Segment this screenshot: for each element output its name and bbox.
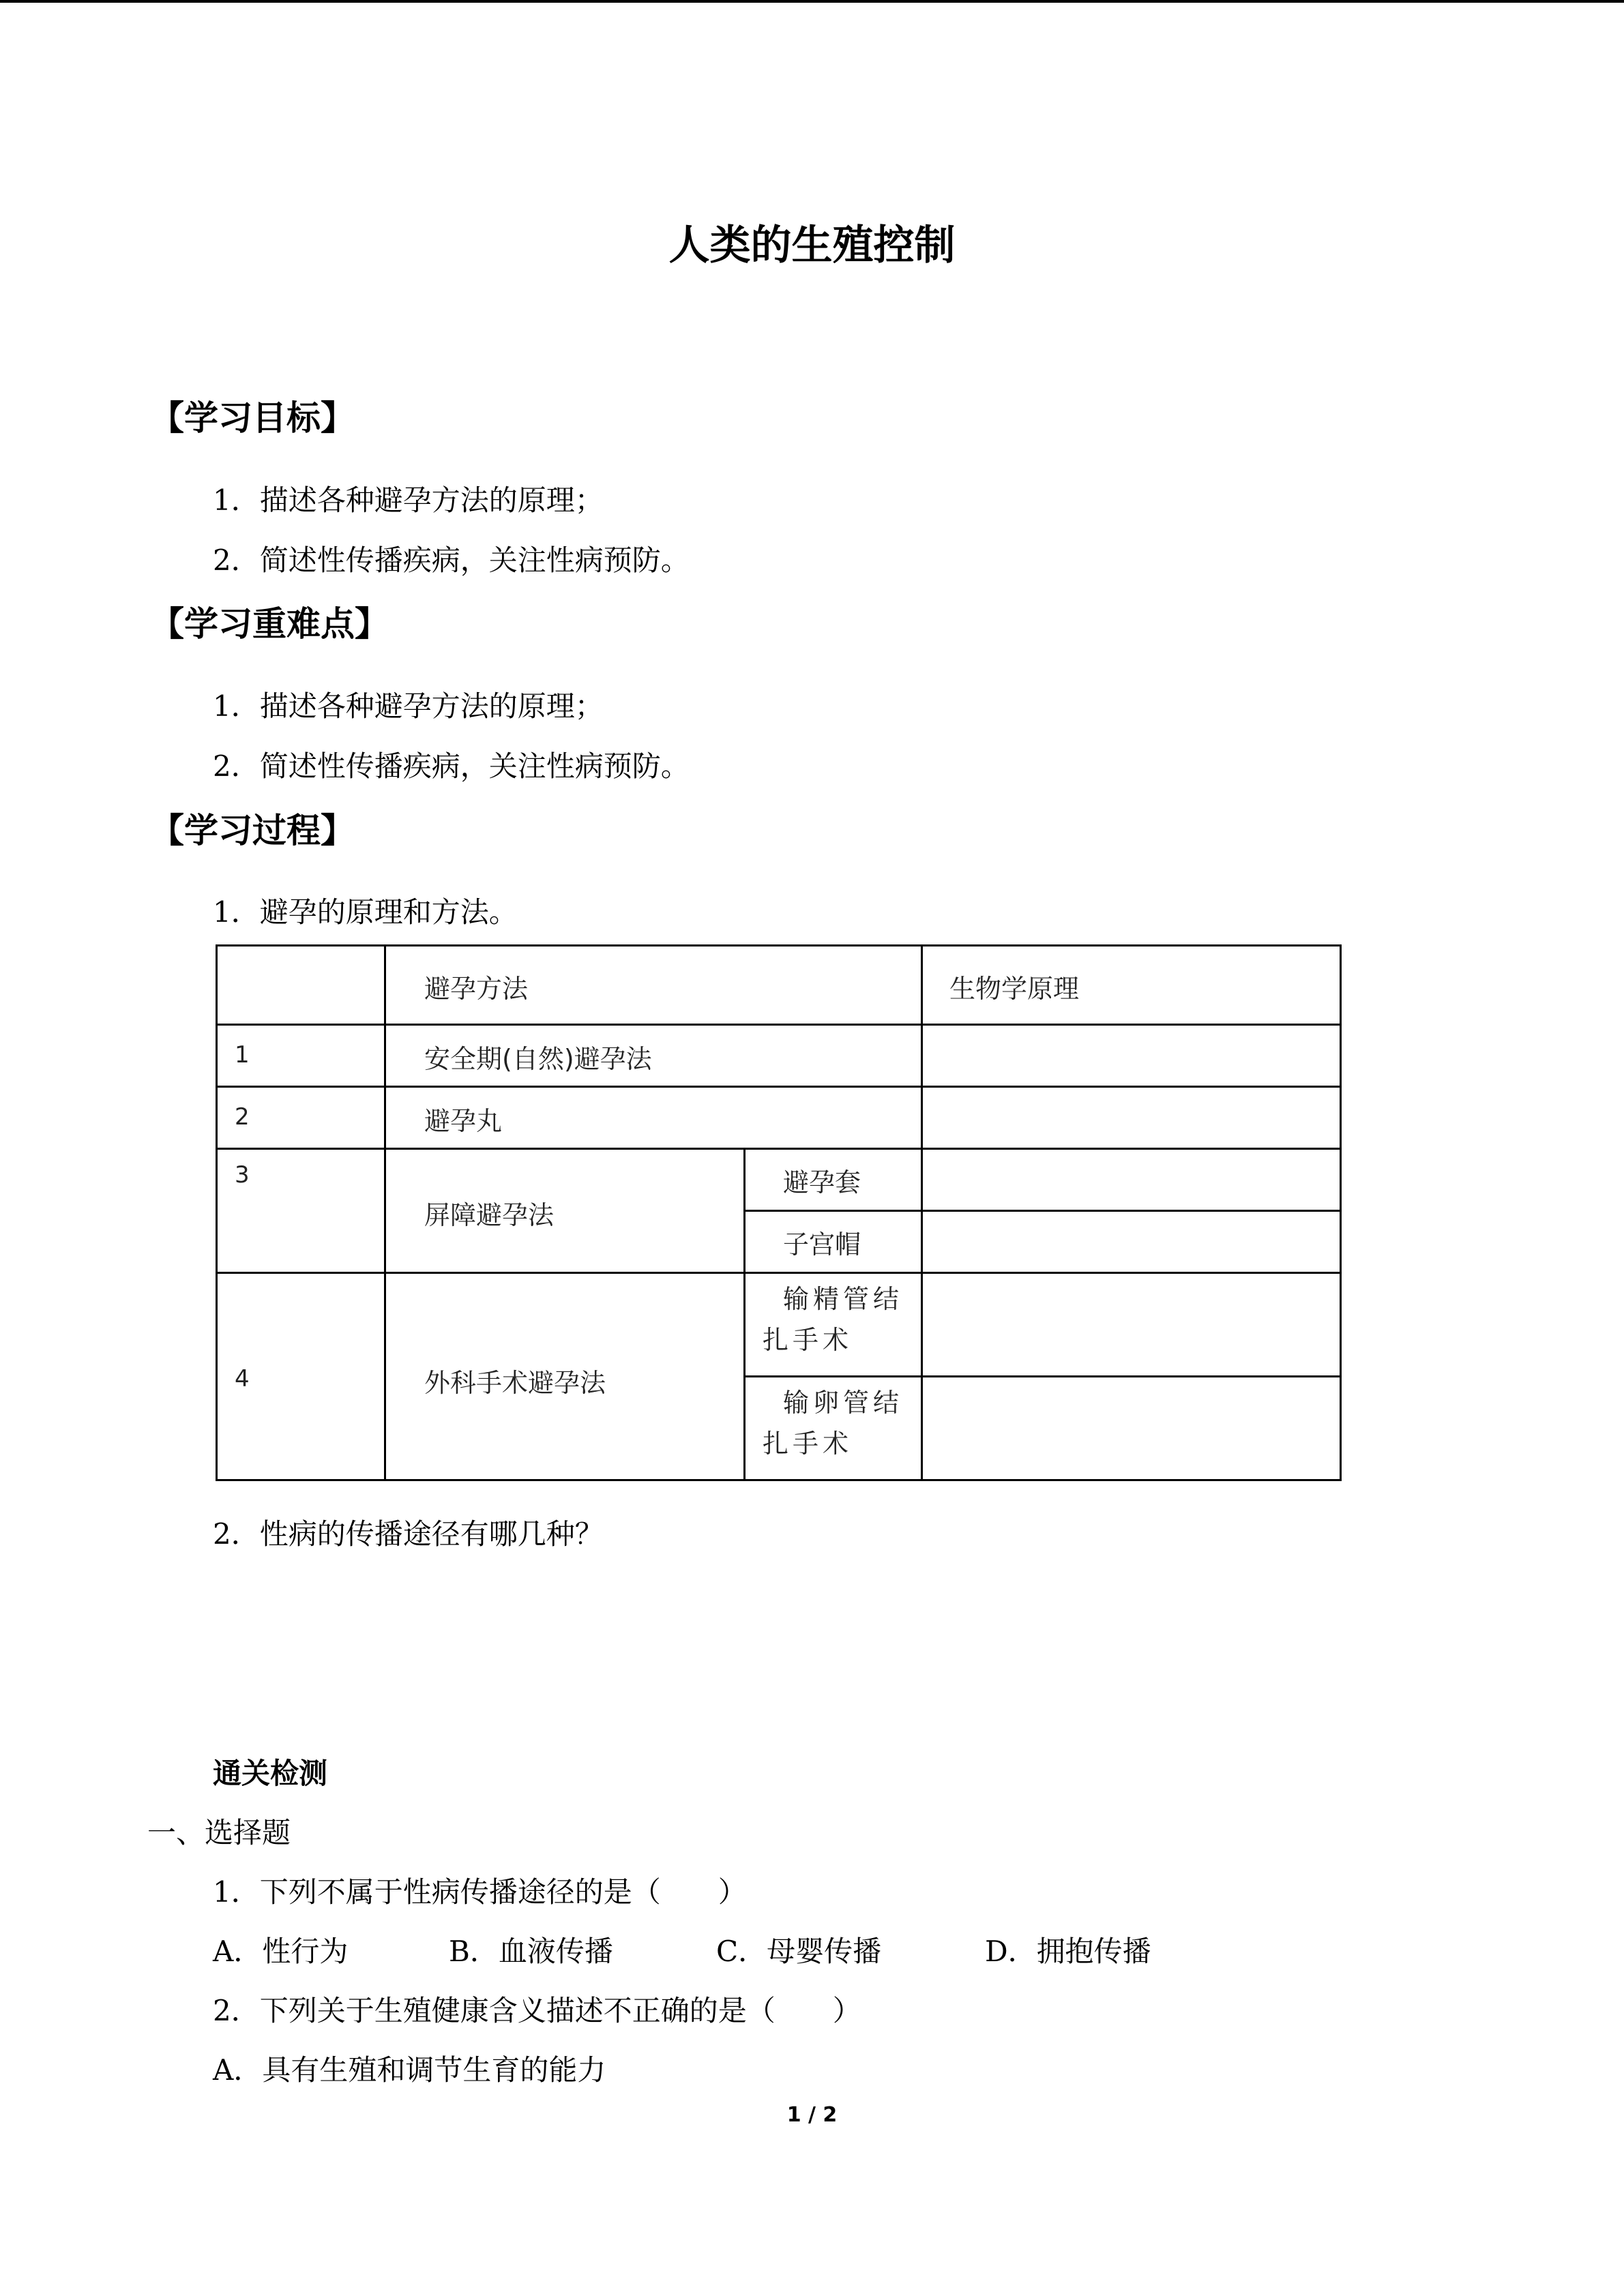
- process-question-1: 1．避孕的原理和方法。: [213, 895, 518, 929]
- table-sub-method: 输卵管结扎手术: [763, 1388, 904, 1459]
- table-row-method: 避孕丸: [424, 1106, 503, 1136]
- table-row-method: 外科手术避孕法: [424, 1368, 606, 1398]
- table-row-number: 4: [235, 1365, 250, 1392]
- key-point-item-1: 1．描述各种避孕方法的原理；: [213, 689, 604, 723]
- table-row-number: 2: [235, 1103, 250, 1131]
- table-header-method: 避孕方法: [424, 974, 529, 1004]
- contraception-table: [216, 944, 1342, 1481]
- process-heading: 【学习过程】: [150, 811, 355, 850]
- top-border: [0, 0, 1624, 3]
- check-question-1: 1．下列不属于性病传播途径的是（ ）: [213, 1875, 747, 1909]
- q1-option-b: B．血液传播: [449, 1935, 613, 1968]
- q1-option-c: C．母婴传播: [716, 1935, 882, 1968]
- process-question-2: 2．性病的传播途径有哪几种？: [213, 1517, 604, 1551]
- table-sub-method: 子宫帽: [783, 1229, 861, 1259]
- table-row-number: 3: [235, 1161, 250, 1189]
- q2-option-a: A．具有生殖和调节生育的能力: [213, 2053, 606, 2087]
- table-row-method: 屏障避孕法: [424, 1200, 555, 1230]
- key-points-heading: 【学习重难点】: [150, 604, 389, 644]
- objective-item-2: 2．简述性传播疾病，关注性病预防。: [213, 543, 690, 577]
- q1-option-d: D．拥抱传播: [985, 1935, 1151, 1968]
- table-row-method: 安全期(自然)避孕法: [424, 1044, 652, 1074]
- page-title: 人类的生殖控制: [668, 222, 956, 269]
- table-row-number: 1: [235, 1041, 250, 1069]
- check-heading: 通关检测: [213, 1757, 328, 1790]
- table-sub-method: 避孕套: [783, 1167, 861, 1197]
- check-question-2: 2．下列关于生殖健康含义描述不正确的是（ ）: [213, 1994, 861, 2027]
- page-number: 1 / 2: [786, 2103, 838, 2127]
- q1-option-a: A．性行为: [213, 1935, 349, 1968]
- table-header-principle: 生物学原理: [949, 974, 1080, 1004]
- objective-item-1: 1．描述各种避孕方法的原理；: [213, 483, 604, 517]
- objectives-heading: 【学习目标】: [150, 398, 355, 438]
- table-sub-method: 输精管结扎手术: [763, 1284, 904, 1355]
- choice-section-title: 一、选择题: [147, 1816, 291, 1849]
- key-point-item-2: 2．简述性传播疾病，关注性病预防。: [213, 749, 690, 783]
